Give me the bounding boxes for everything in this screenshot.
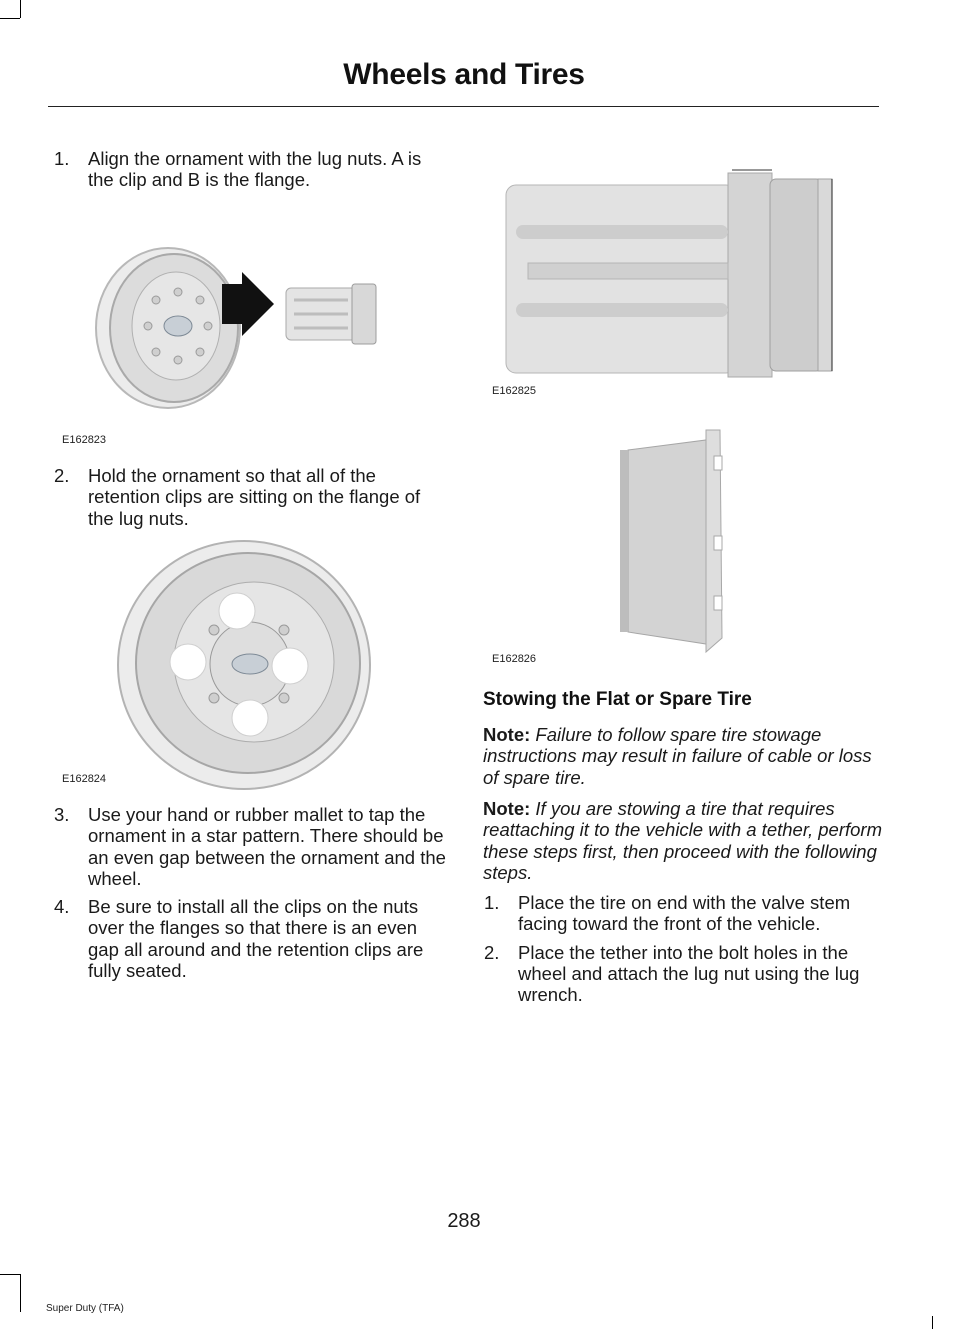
note-paragraph <box>483 724 883 788</box>
figure-clip-detail <box>616 426 732 656</box>
step-text: Place the tire on end with the valve stem facing toward the front of the vehicle. <box>518 892 851 935</box>
list-item <box>54 896 446 981</box>
list-item <box>484 942 879 1006</box>
step-text: Be sure to install all the clips on the nuts over the flanges so that there is an even gap all around and the retention clips are fully seated. <box>88 896 424 982</box>
list-item <box>54 148 444 191</box>
note-label: Note: <box>483 724 531 745</box>
title-rule <box>48 106 879 107</box>
crop-mark <box>932 1316 933 1329</box>
figure-wheel-clips <box>108 538 372 792</box>
step-number: 2. <box>54 465 70 486</box>
note-text: If you are stowing a tire that requires reattaching it to the vehicle with a tether, perform these steps first, then proceed with the following steps. <box>483 798 882 883</box>
steps-list-b <box>54 465 449 536</box>
figure-id: E162824 <box>62 773 107 785</box>
footer-text: Super Duty (TFA) <box>46 1303 124 1314</box>
step-number: 2. <box>484 941 500 963</box>
section-heading: Stowing the Flat or Spare Tire <box>483 689 752 710</box>
step-number: 1. <box>484 892 500 913</box>
crop-mark <box>20 0 21 18</box>
steps-list-d <box>484 892 879 1012</box>
steps-list-c <box>54 804 446 988</box>
step-text: Place the tether into the bolt holes in the wheel and attach the lug nut using the lug wrench. <box>518 941 860 1006</box>
list-item <box>54 465 449 529</box>
figure-id: E162825 <box>492 385 537 397</box>
figure-ornament-closeup <box>500 165 840 381</box>
figure-wheel-ornament-align <box>90 238 390 414</box>
step-text: Align the ornament with the lug nuts. A is the clip and B is the flange. <box>88 148 422 191</box>
crop-mark <box>0 18 20 19</box>
figure-id: E162826 <box>492 653 537 665</box>
step-text: Use your hand or rubber mallet to tap the ornament in a star pattern. There should be an even gap between the ornament and the wheel. <box>88 804 446 889</box>
note-paragraph <box>483 798 883 883</box>
page-number: 288 <box>447 1210 481 1232</box>
figure-id: E162823 <box>62 434 107 446</box>
step-number: 1. <box>54 148 70 169</box>
note-label: Note: <box>483 798 531 819</box>
list-item <box>484 892 879 935</box>
note-text: Failure to follow spare tire stowage instructions may result in failure of cable or loss of spare tire. <box>483 724 872 788</box>
steps-list-a <box>54 148 444 198</box>
list-item <box>54 804 446 889</box>
crop-mark <box>0 1274 20 1275</box>
step-number: 3. <box>54 804 70 825</box>
step-text: Hold the ornament so that all of the retention clips are sitting on the flange of the lug nuts. <box>88 465 421 529</box>
step-number: 4. <box>54 896 70 918</box>
page-title: Wheels and Tires <box>343 58 585 91</box>
crop-mark <box>20 1274 21 1312</box>
